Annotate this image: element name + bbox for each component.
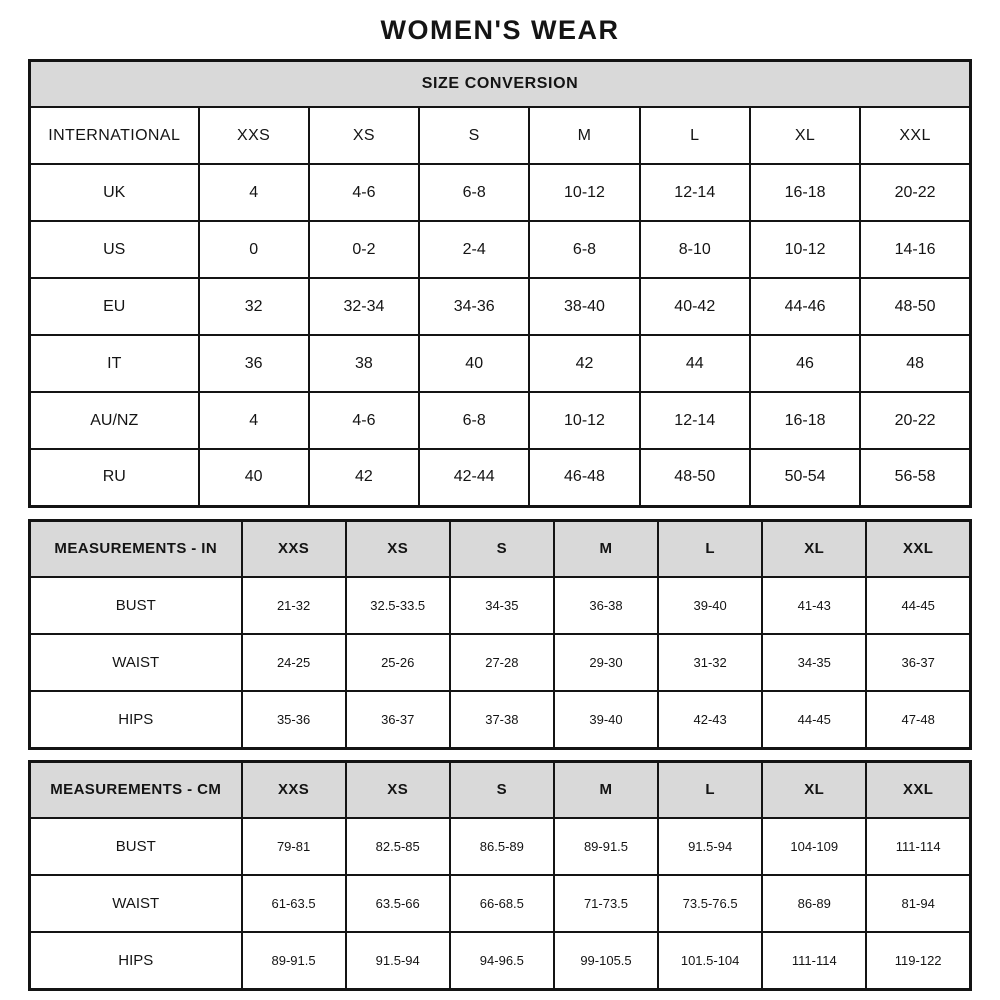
- value-cell: 10-12: [750, 221, 860, 278]
- value-cell: 111-114: [866, 818, 970, 875]
- size-column-header: XXS: [242, 761, 346, 818]
- size-column-header: XL: [762, 761, 866, 818]
- value-cell: 39-40: [658, 577, 762, 634]
- size-column-header: M: [554, 520, 658, 577]
- value-cell: 46: [750, 335, 860, 392]
- value-cell: 89-91.5: [554, 818, 658, 875]
- value-cell: 10-12: [529, 392, 639, 449]
- value-cell: 50-54: [750, 449, 860, 506]
- value-cell: 20-22: [860, 164, 970, 221]
- size-conversion-header-label: INTERNATIONAL: [30, 107, 199, 164]
- size-column-header: XS: [346, 520, 450, 577]
- value-cell: 2-4: [419, 221, 529, 278]
- value-cell: 66-68.5: [450, 875, 554, 932]
- value-cell: 36-38: [554, 577, 658, 634]
- measurements-cm-body: [30, 761, 971, 989]
- value-cell: 41-43: [762, 577, 866, 634]
- size-column-header: XXL: [866, 761, 970, 818]
- value-cell: 48-50: [860, 278, 970, 335]
- table-row: [30, 818, 971, 875]
- value-cell: 32: [199, 278, 309, 335]
- size-column-header: XS: [309, 107, 419, 164]
- value-cell: 4-6: [309, 392, 419, 449]
- size-column-header: S: [419, 107, 529, 164]
- value-cell: 48: [860, 335, 970, 392]
- row-label: IT: [30, 335, 199, 392]
- value-cell: 0: [199, 221, 309, 278]
- row-label: AU/NZ: [30, 392, 199, 449]
- size-column-header: M: [554, 761, 658, 818]
- size-conversion-head: [30, 61, 971, 108]
- value-cell: 71-73.5: [554, 875, 658, 932]
- size-column-header: L: [658, 761, 762, 818]
- value-cell: 24-25: [242, 634, 346, 691]
- measurements-cm-header-label: MEASUREMENTS - CM: [30, 761, 242, 818]
- value-cell: 89-91.5: [242, 932, 346, 989]
- value-cell: 44: [640, 335, 750, 392]
- value-cell: 34-35: [762, 634, 866, 691]
- value-cell: 82.5-85: [346, 818, 450, 875]
- row-label: WAIST: [30, 634, 242, 691]
- value-cell: 6-8: [419, 164, 529, 221]
- value-cell: 44-45: [762, 691, 866, 748]
- value-cell: 42-43: [658, 691, 762, 748]
- value-cell: 48-50: [640, 449, 750, 506]
- value-cell: 101.5-104: [658, 932, 762, 989]
- value-cell: 42: [309, 449, 419, 506]
- value-cell: 111-114: [762, 932, 866, 989]
- table-row: [30, 221, 971, 278]
- row-label: WAIST: [30, 875, 242, 932]
- row-label: HIPS: [30, 932, 242, 989]
- value-cell: 47-48: [866, 691, 970, 748]
- value-cell: 104-109: [762, 818, 866, 875]
- size-conversion-caption-row: [30, 61, 971, 108]
- value-cell: 56-58: [860, 449, 970, 506]
- size-conversion-table: [28, 59, 972, 508]
- value-cell: 94-96.5: [450, 932, 554, 989]
- value-cell: 36-37: [346, 691, 450, 748]
- size-column-header: S: [450, 520, 554, 577]
- value-cell: 20-22: [860, 392, 970, 449]
- table-row: [30, 691, 971, 748]
- table-row: [30, 932, 971, 989]
- value-cell: 4: [199, 392, 309, 449]
- size-conversion-caption: SIZE CONVERSION: [30, 61, 971, 108]
- size-conversion-header-row: [30, 107, 971, 164]
- size-column-header: M: [529, 107, 639, 164]
- value-cell: 73.5-76.5: [658, 875, 762, 932]
- value-cell: 99-105.5: [554, 932, 658, 989]
- value-cell: 38: [309, 335, 419, 392]
- value-cell: 12-14: [640, 392, 750, 449]
- size-column-header: XS: [346, 761, 450, 818]
- value-cell: 36-37: [866, 634, 970, 691]
- value-cell: 27-28: [450, 634, 554, 691]
- row-label: RU: [30, 449, 199, 506]
- value-cell: 4: [199, 164, 309, 221]
- value-cell: 91.5-94: [346, 932, 450, 989]
- value-cell: 16-18: [750, 164, 860, 221]
- value-cell: 42-44: [419, 449, 529, 506]
- value-cell: 4-6: [309, 164, 419, 221]
- size-column-header: XXL: [860, 107, 970, 164]
- measurements-cm-header-row: [30, 761, 971, 818]
- value-cell: 12-14: [640, 164, 750, 221]
- value-cell: 14-16: [860, 221, 970, 278]
- size-conversion-body: [30, 107, 971, 506]
- value-cell: 34-36: [419, 278, 529, 335]
- value-cell: 119-122: [866, 932, 970, 989]
- value-cell: 16-18: [750, 392, 860, 449]
- value-cell: 86-89: [762, 875, 866, 932]
- row-label: US: [30, 221, 199, 278]
- row-label: BUST: [30, 818, 242, 875]
- size-column-header: XL: [750, 107, 860, 164]
- value-cell: 44-45: [866, 577, 970, 634]
- value-cell: 63.5-66: [346, 875, 450, 932]
- value-cell: 61-63.5: [242, 875, 346, 932]
- value-cell: 40-42: [640, 278, 750, 335]
- value-cell: 36: [199, 335, 309, 392]
- value-cell: 31-32: [658, 634, 762, 691]
- page-title: WOMEN'S WEAR: [380, 15, 620, 45]
- value-cell: 8-10: [640, 221, 750, 278]
- size-column-header: XXS: [242, 520, 346, 577]
- value-cell: 25-26: [346, 634, 450, 691]
- value-cell: 86.5-89: [450, 818, 554, 875]
- size-column-header: L: [658, 520, 762, 577]
- size-column-header: XL: [762, 520, 866, 577]
- value-cell: 40: [419, 335, 529, 392]
- value-cell: 40: [199, 449, 309, 506]
- value-cell: 32-34: [309, 278, 419, 335]
- value-cell: 44-46: [750, 278, 860, 335]
- measurements-in-header-label: MEASUREMENTS - IN: [30, 520, 242, 577]
- size-column-header: L: [640, 107, 750, 164]
- value-cell: 91.5-94: [658, 818, 762, 875]
- table-row: [30, 164, 971, 221]
- table-row: [30, 335, 971, 392]
- value-cell: 32.5-33.5: [346, 577, 450, 634]
- table-row: [30, 577, 971, 634]
- table-row: [30, 392, 971, 449]
- size-column-header: S: [450, 761, 554, 818]
- table-row: [30, 449, 971, 506]
- size-column-header: XXS: [199, 107, 309, 164]
- value-cell: 34-35: [450, 577, 554, 634]
- size-column-header: XXL: [866, 520, 970, 577]
- value-cell: 37-38: [450, 691, 554, 748]
- measurements-in-body: [30, 520, 971, 748]
- value-cell: 0-2: [309, 221, 419, 278]
- value-cell: 6-8: [529, 221, 639, 278]
- value-cell: 21-32: [242, 577, 346, 634]
- value-cell: 42: [529, 335, 639, 392]
- value-cell: 6-8: [419, 392, 529, 449]
- row-label: UK: [30, 164, 199, 221]
- value-cell: 39-40: [554, 691, 658, 748]
- measurements-in-header-row: [30, 520, 971, 577]
- value-cell: 38-40: [529, 278, 639, 335]
- value-cell: 10-12: [529, 164, 639, 221]
- table-row: [30, 634, 971, 691]
- value-cell: 35-36: [242, 691, 346, 748]
- value-cell: 29-30: [554, 634, 658, 691]
- table-row: [30, 875, 971, 932]
- value-cell: 46-48: [529, 449, 639, 506]
- row-label: HIPS: [30, 691, 242, 748]
- row-label: EU: [30, 278, 199, 335]
- value-cell: 81-94: [866, 875, 970, 932]
- measurements-cm-table: [28, 760, 972, 991]
- table-row: [30, 278, 971, 335]
- value-cell: 79-81: [242, 818, 346, 875]
- measurements-in-table: [28, 519, 972, 750]
- row-label: BUST: [30, 577, 242, 634]
